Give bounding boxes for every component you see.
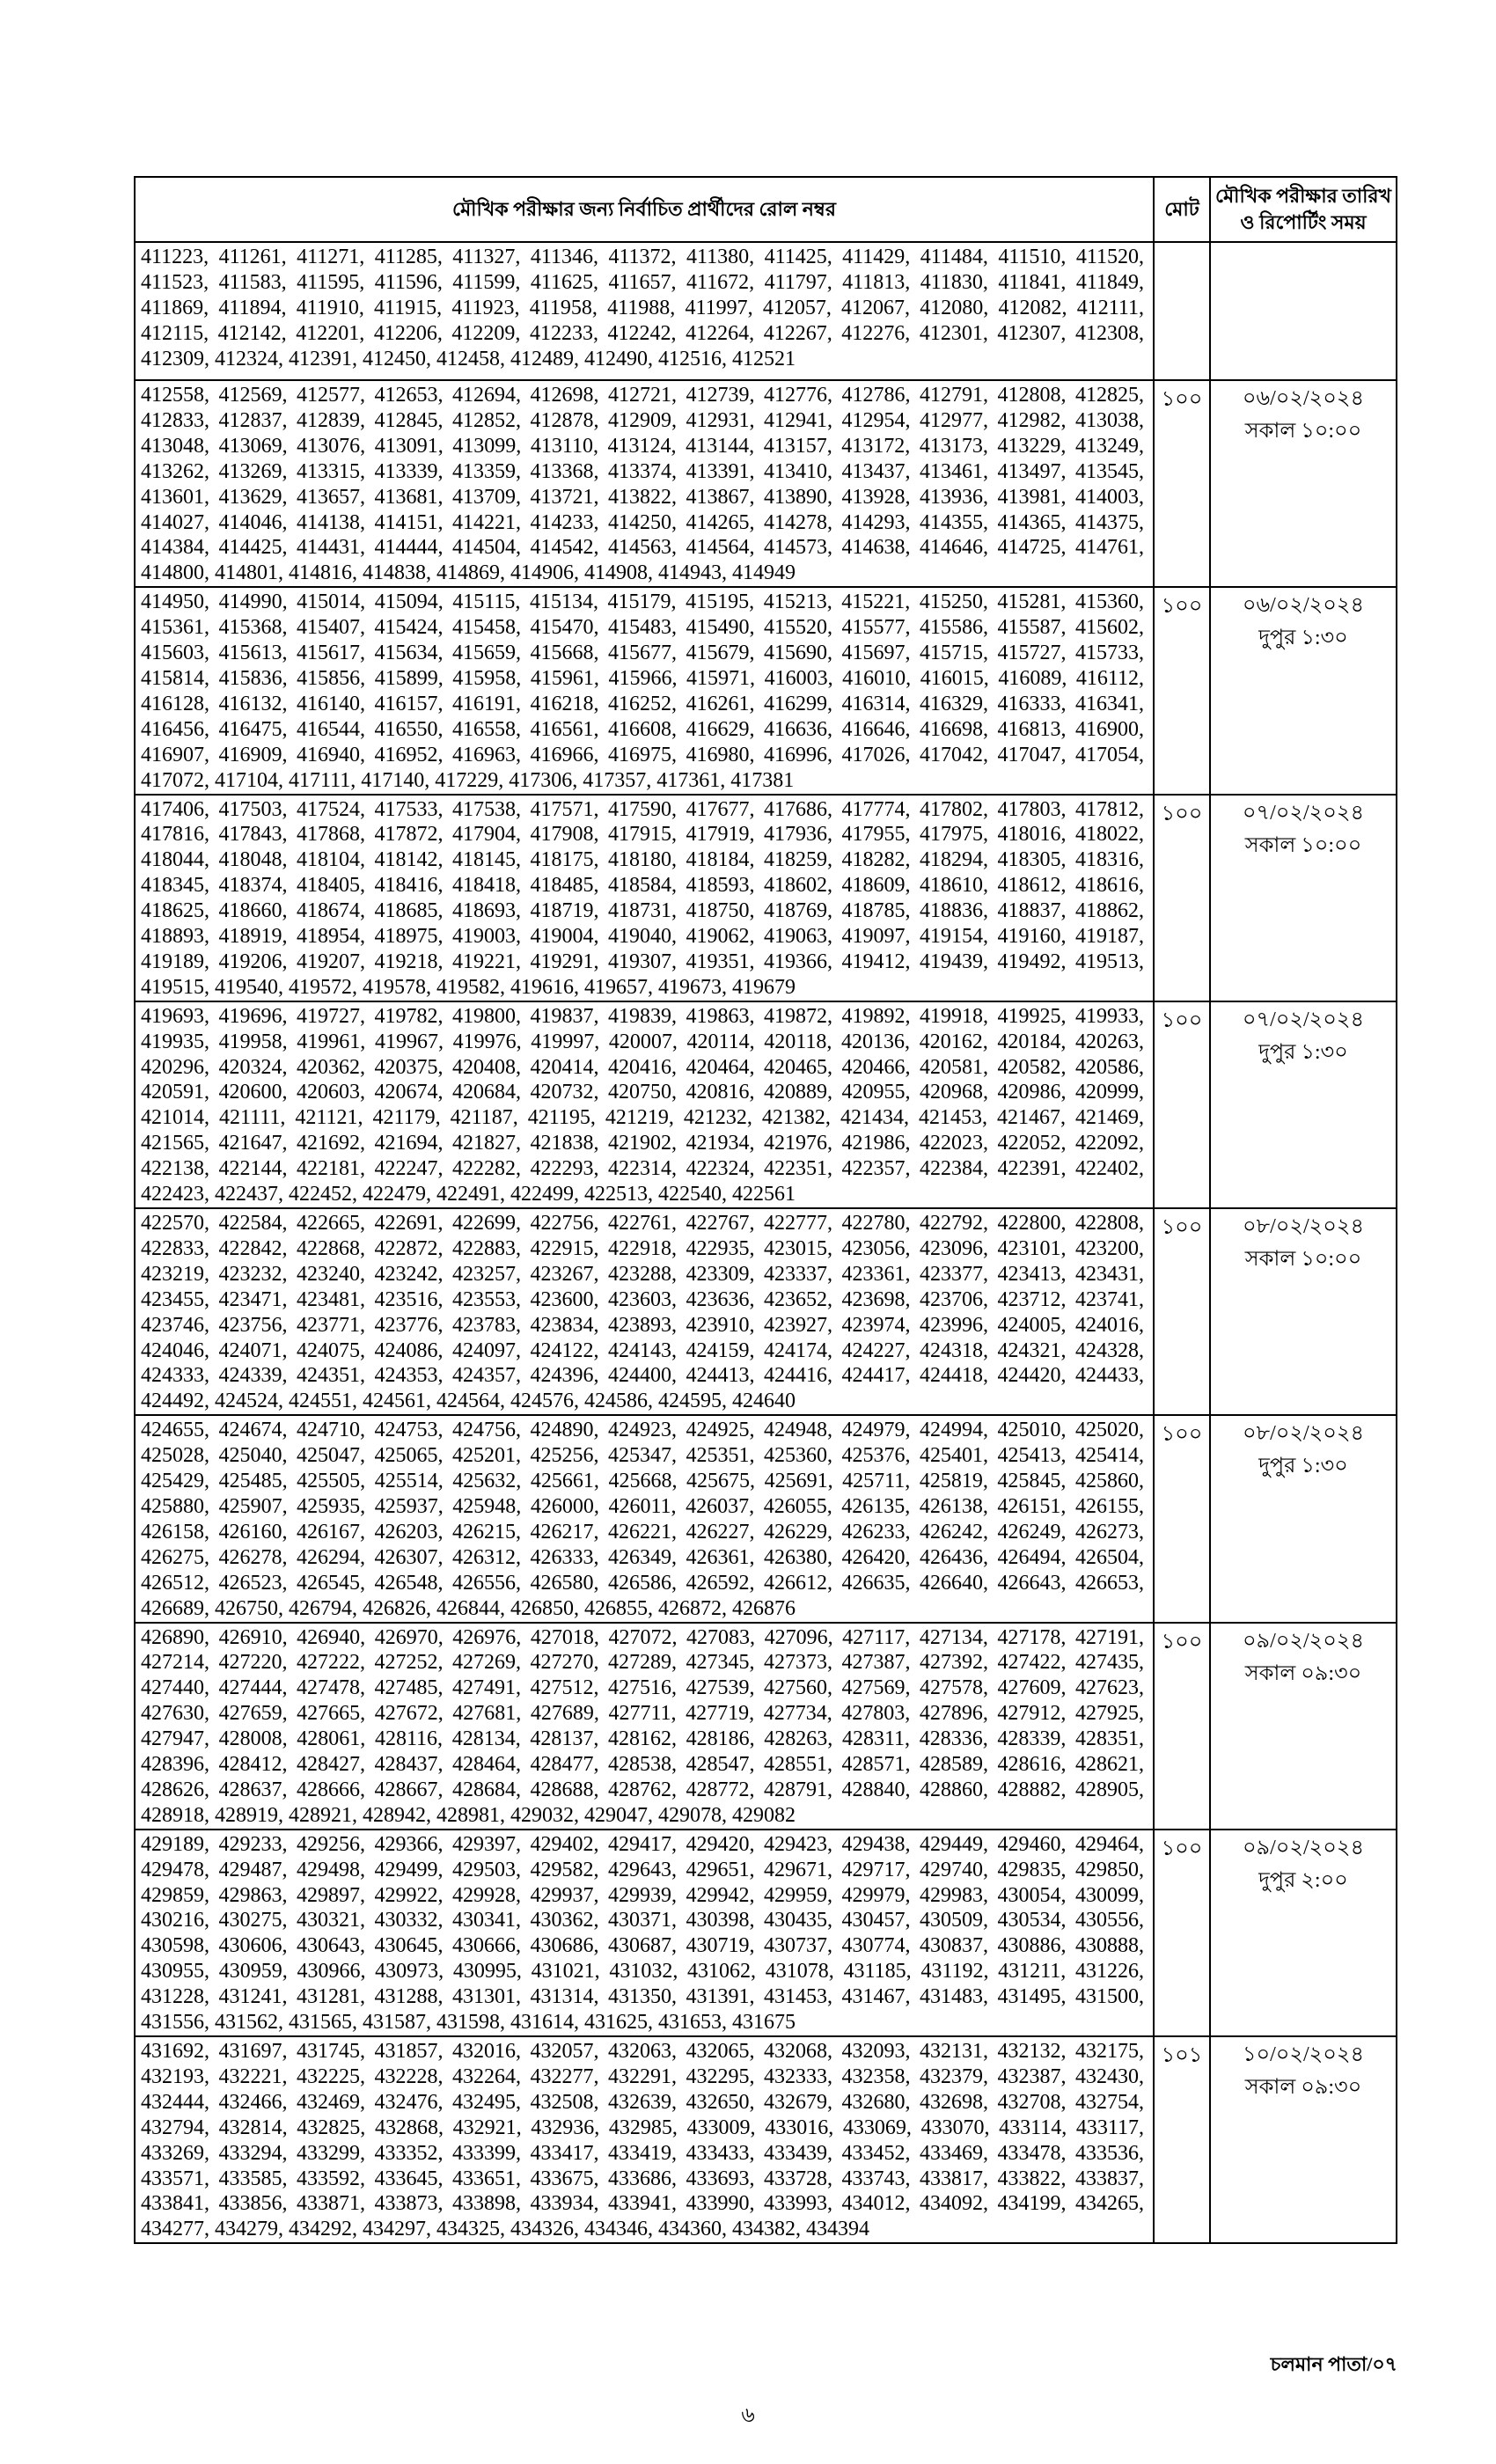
reporting-time: সকাল ১০:০০ bbox=[1244, 833, 1362, 857]
page-number: ৬ bbox=[741, 2404, 755, 2427]
reporting-time: দুপুর ১:৩০ bbox=[1258, 1040, 1348, 1064]
total-cell: ১০০ bbox=[1154, 1208, 1210, 1415]
total-cell: ১০০ bbox=[1154, 1001, 1210, 1208]
table-row bbox=[135, 380, 1397, 587]
viva-date: ০৬/০২/২০২৪ bbox=[1242, 594, 1365, 618]
viva-date: ১০/০২/২০২৪ bbox=[1242, 2043, 1365, 2066]
viva-date: ০৭/০২/২০২৪ bbox=[1242, 1008, 1365, 1031]
reporting-time: দুপুর ১:৩০ bbox=[1258, 627, 1348, 650]
reporting-time: সকাল ১০:০০ bbox=[1244, 420, 1362, 443]
total-cell: ১০০ bbox=[1154, 1415, 1210, 1622]
viva-date: ০৭/০২/২০২৪ bbox=[1242, 801, 1365, 825]
table-row bbox=[135, 587, 1397, 794]
schedule-cell bbox=[1210, 1623, 1397, 1830]
roll-numbers-cell: 419693, 419696, 419727, 419782, 419800, 419837, 419839, 419863, 419872, 419892, 419918, 419925, 419933, 419935, 419958, 419961, 419967, 419976, 419997, 420007, 420114, 420118, 420136, 420162, 420184, 420263, 420296, 420324, 420362, 420375, 420408, 420414, 420416, 420464, 420465, 420466, 420581, 420582, 420586, 420591, 420600, 420603, 420674, 420684, 420732, 420750, 420816, 420889, 420955, 420968, 420986, 420999, 421014, 421111, 421121, 421179, 421187, 421195, 421219, 421232, 421382, 421434, 421453, 421467, 421469, 421565, 421647, 421692, 421694, 421827, 421838, 421902, 421934, 421976, 421986, 422023, 422052, 422092, 422138, 422144, 422181, 422247, 422282, 422293, 422314, 422324, 422351, 422357, 422384, 422391, 422402, 422423, 422437, 422452, 422479, 422491, 422499, 422513, 422540, 422561 bbox=[135, 1001, 1154, 1208]
reporting-time: দুপুর ১:৩০ bbox=[1258, 1455, 1348, 1478]
table-row bbox=[135, 242, 1397, 380]
total-cell: ১০০ bbox=[1154, 380, 1210, 587]
total-cell: ১০০ bbox=[1154, 587, 1210, 794]
total-cell: ১০১ bbox=[1154, 2036, 1210, 2243]
table-row bbox=[135, 2036, 1397, 2243]
roll-numbers-cell: 426890, 426910, 426940, 426970, 426976, 427018, 427072, 427083, 427096, 427117, 427134, 427178, 427191, 427214, 427220, 427222, 427252, 427269, 427270, 427289, 427345, 427373, 427387, 427392, 427422, 427435, 427440, 427444, 427478, 427485, 427491, 427512, 427516, 427539, 427560, 427569, 427578, 427609, 427623, 427630, 427659, 427665, 427672, 427681, 427689, 427711, 427719, 427734, 427803, 427896, 427912, 427925, 427947, 428008, 428061, 428116, 428134, 428137, 428162, 428186, 428263, 428311, 428336, 428339, 428351, 428396, 428412, 428427, 428437, 428464, 428477, 428538, 428547, 428551, 428571, 428589, 428616, 428621, 428626, 428637, 428666, 428667, 428684, 428688, 428762, 428772, 428791, 428840, 428860, 428882, 428905, 428918, 428919, 428921, 428942, 428981, 429032, 429047, 429078, 429082 bbox=[135, 1623, 1154, 1830]
viva-schedule-table bbox=[134, 176, 1397, 2244]
schedule-cell bbox=[1210, 587, 1397, 794]
reporting-time: সকাল ১০:০০ bbox=[1244, 1248, 1362, 1271]
schedule-cell bbox=[1210, 1001, 1397, 1208]
roll-numbers-cell: 414950, 414990, 415014, 415094, 415115, 415134, 415179, 415195, 415213, 415221, 415250, 415281, 415360, 415361, 415368, 415407, 415424, 415458, 415470, 415483, 415490, 415520, 415577, 415586, 415587, 415602, 415603, 415613, 415617, 415634, 415659, 415668, 415677, 415679, 415690, 415697, 415715, 415727, 415733, 415814, 415836, 415856, 415899, 415958, 415961, 415966, 415971, 416003, 416010, 416015, 416089, 416112, 416128, 416132, 416140, 416157, 416191, 416218, 416252, 416261, 416299, 416314, 416329, 416333, 416341, 416456, 416475, 416544, 416550, 416558, 416561, 416608, 416629, 416636, 416646, 416698, 416813, 416900, 416907, 416909, 416940, 416952, 416963, 416966, 416975, 416980, 416996, 417026, 417042, 417047, 417054, 417072, 417104, 417111, 417140, 417229, 417306, 417357, 417361, 417381 bbox=[135, 587, 1154, 794]
viva-date: ০৮/০২/২০২৪ bbox=[1242, 1215, 1365, 1238]
roll-numbers-cell: 424655, 424674, 424710, 424753, 424756, 424890, 424923, 424925, 424948, 424979, 424994, 425010, 425020, 425028, 425040, 425047, 425065, 425201, 425256, 425347, 425351, 425360, 425376, 425401, 425413, 425414, 425429, 425485, 425505, 425514, 425632, 425661, 425668, 425675, 425691, 425711, 425819, 425845, 425860, 425880, 425907, 425935, 425937, 425948, 426000, 426011, 426037, 426055, 426135, 426138, 426151, 426155, 426158, 426160, 426167, 426203, 426215, 426217, 426221, 426227, 426229, 426233, 426242, 426249, 426273, 426275, 426278, 426294, 426307, 426312, 426333, 426349, 426361, 426380, 426420, 426436, 426494, 426504, 426512, 426523, 426545, 426548, 426556, 426580, 426586, 426592, 426612, 426635, 426640, 426643, 426653, 426689, 426750, 426794, 426826, 426844, 426850, 426855, 426872, 426876 bbox=[135, 1415, 1154, 1622]
schedule-cell bbox=[1210, 1415, 1397, 1622]
viva-date: ০৮/০২/২০২৪ bbox=[1242, 1422, 1365, 1446]
header-date-time: মৌখিক পরীক্ষার তারিখ ও রিপোর্টিং সময় bbox=[1210, 177, 1397, 242]
schedule-cell bbox=[1210, 1208, 1397, 1415]
table-row bbox=[135, 795, 1397, 1001]
roll-numbers-cell: 422570, 422584, 422665, 422691, 422699, 422756, 422761, 422767, 422777, 422780, 422792, 422800, 422808, 422833, 422842, 422868, 422872, 422883, 422915, 422918, 422935, 423015, 423056, 423096, 423101, 423200, 423219, 423232, 423240, 423242, 423257, 423267, 423288, 423309, 423337, 423361, 423377, 423413, 423431, 423455, 423471, 423481, 423516, 423553, 423600, 423603, 423636, 423652, 423698, 423706, 423712, 423741, 423746, 423756, 423771, 423776, 423783, 423834, 423893, 423910, 423927, 423974, 423996, 424005, 424016, 424046, 424071, 424075, 424086, 424097, 424122, 424143, 424159, 424174, 424227, 424318, 424321, 424328, 424333, 424339, 424351, 424353, 424357, 424396, 424400, 424413, 424416, 424417, 424418, 424420, 424433, 424492, 424524, 424551, 424561, 424564, 424576, 424586, 424595, 424640 bbox=[135, 1208, 1154, 1415]
roll-numbers-cell: 411223, 411261, 411271, 411285, 411327, 411346, 411372, 411380, 411425, 411429, 411484, 411510, 411520, 411523, 411583, 411595, 411596, 411599, 411625, 411657, 411672, 411797, 411813, 411830, 411841, 411849, 411869, 411894, 411910, 411915, 411923, 411958, 411988, 411997, 412057, 412067, 412080, 412082, 412111, 412115, 412142, 412201, 412206, 412209, 412233, 412242, 412264, 412267, 412276, 412301, 412307, 412308, 412309, 412324, 412391, 412450, 412458, 412489, 412490, 412516, 412521 bbox=[135, 242, 1154, 380]
schedule-cell bbox=[1210, 380, 1397, 587]
total-cell: ১০০ bbox=[1154, 1623, 1210, 1830]
total-cell: ১০০ bbox=[1154, 795, 1210, 1001]
header-roll-numbers: মৌখিক পরীক্ষার জন্য নির্বাচিত প্রার্থীদের রোল নম্বর bbox=[135, 177, 1154, 242]
table-row bbox=[135, 1208, 1397, 1415]
total-cell bbox=[1154, 242, 1210, 380]
table-row bbox=[135, 1415, 1397, 1622]
header-total: মোট bbox=[1154, 177, 1210, 242]
table-row bbox=[135, 1623, 1397, 1830]
reporting-time: সকাল ০৯:৩০ bbox=[1244, 2076, 1362, 2099]
table-row bbox=[135, 1830, 1397, 2036]
roll-numbers-cell: 412558, 412569, 412577, 412653, 412694, 412698, 412721, 412739, 412776, 412786, 412791, 412808, 412825, 412833, 412837, 412839, 412845, 412852, 412878, 412909, 412931, 412941, 412954, 412977, 412982, 413038, 413048, 413069, 413076, 413091, 413099, 413110, 413124, 413144, 413157, 413172, 413173, 413229, 413249, 413262, 413269, 413315, 413339, 413359, 413368, 413374, 413391, 413410, 413437, 413461, 413497, 413545, 413601, 413629, 413657, 413681, 413709, 413721, 413822, 413867, 413890, 413928, 413936, 413981, 414003, 414027, 414046, 414138, 414151, 414221, 414233, 414250, 414265, 414278, 414293, 414355, 414365, 414375, 414384, 414425, 414431, 414444, 414504, 414542, 414563, 414564, 414573, 414638, 414646, 414725, 414761, 414800, 414801, 414816, 414838, 414869, 414906, 414908, 414943, 414949 bbox=[135, 380, 1154, 587]
schedule-cell bbox=[1210, 795, 1397, 1001]
roll-numbers-cell: 431692, 431697, 431745, 431857, 432016, 432057, 432063, 432065, 432068, 432093, 432131, 432132, 432175, 432193, 432221, 432225, 432228, 432264, 432277, 432291, 432295, 432333, 432358, 432379, 432387, 432430, 432444, 432466, 432469, 432476, 432495, 432508, 432639, 432650, 432679, 432680, 432698, 432708, 432754, 432794, 432814, 432825, 432868, 432921, 432936, 432985, 433009, 433016, 433069, 433070, 433114, 433117, 433269, 433294, 433299, 433352, 433399, 433417, 433419, 433433, 433439, 433452, 433469, 433478, 433536, 433571, 433585, 433592, 433645, 433651, 433675, 433686, 433693, 433728, 433743, 433817, 433822, 433837, 433841, 433856, 433871, 433873, 433898, 433934, 433941, 433990, 433993, 434012, 434092, 434199, 434265, 434277, 434279, 434292, 434297, 434325, 434326, 434346, 434360, 434382, 434394 bbox=[135, 2036, 1154, 2243]
table-header-row bbox=[135, 177, 1397, 242]
reporting-time: সকাল ০৯:৩০ bbox=[1244, 1661, 1362, 1685]
viva-date: ০৯/০২/২০২৪ bbox=[1242, 1836, 1365, 1859]
reporting-time: দুপুর ২:০০ bbox=[1258, 1868, 1348, 1892]
total-cell: ১০০ bbox=[1154, 1830, 1210, 2036]
schedule-cell bbox=[1210, 242, 1397, 380]
viva-date: ০৬/০২/২০২৪ bbox=[1242, 387, 1365, 410]
viva-date: ০৯/০২/২০২৪ bbox=[1242, 1629, 1365, 1653]
schedule-cell bbox=[1210, 1830, 1397, 2036]
roll-numbers-cell: 417406, 417503, 417524, 417533, 417538, 417571, 417590, 417677, 417686, 417774, 417802, 417803, 417812, 417816, 417843, 417868, 417872, 417904, 417908, 417915, 417919, 417936, 417955, 417975, 418016, 418022, 418044, 418048, 418104, 418142, 418145, 418175, 418180, 418184, 418259, 418282, 418294, 418305, 418316, 418345, 418374, 418405, 418416, 418418, 418485, 418584, 418593, 418602, 418609, 418610, 418612, 418616, 418625, 418660, 418674, 418685, 418693, 418719, 418731, 418750, 418769, 418785, 418836, 418837, 418862, 418893, 418919, 418954, 418975, 419003, 419004, 419040, 419062, 419063, 419097, 419154, 419160, 419187, 419189, 419206, 419207, 419218, 419221, 419291, 419307, 419351, 419366, 419412, 419439, 419492, 419513, 419515, 419540, 419572, 419578, 419582, 419616, 419657, 419673, 419679 bbox=[135, 795, 1154, 1001]
roll-numbers-cell: 429189, 429233, 429256, 429366, 429397, 429402, 429417, 429420, 429423, 429438, 429449, 429460, 429464, 429478, 429487, 429498, 429499, 429503, 429582, 429643, 429651, 429671, 429717, 429740, 429835, 429850, 429859, 429863, 429897, 429922, 429928, 429937, 429939, 429942, 429959, 429979, 429983, 430054, 430099, 430216, 430275, 430321, 430332, 430341, 430362, 430371, 430398, 430435, 430457, 430509, 430534, 430556, 430598, 430606, 430643, 430645, 430666, 430686, 430687, 430719, 430737, 430774, 430837, 430886, 430888, 430955, 430959, 430966, 430973, 430995, 431021, 431032, 431062, 431078, 431185, 431192, 431211, 431226, 431228, 431241, 431281, 431288, 431301, 431314, 431350, 431391, 431453, 431467, 431483, 431495, 431500, 431556, 431562, 431565, 431587, 431598, 431614, 431625, 431653, 431675 bbox=[135, 1830, 1154, 2036]
schedule-cell bbox=[1210, 2036, 1397, 2243]
continued-page-note: চলমান পাতা/০৭ bbox=[1270, 2353, 1397, 2375]
table-row bbox=[135, 1001, 1397, 1208]
